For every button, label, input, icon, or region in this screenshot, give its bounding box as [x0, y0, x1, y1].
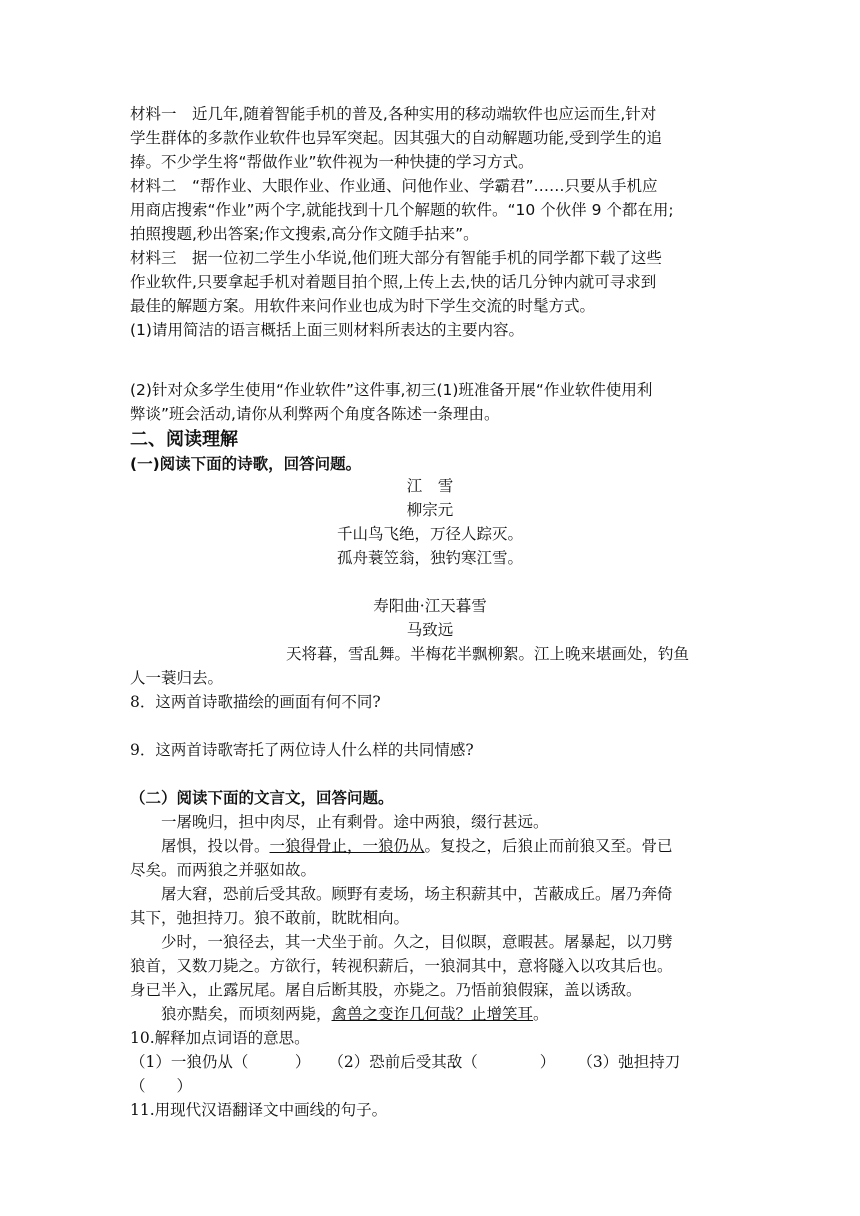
question-10-title: 10.解释加点词语的意思。 [130, 1029, 310, 1047]
prose-paragraph-3-line2: 其下，弛担持刀。狼不敢前，眈眈相向。 [130, 909, 410, 927]
material1-line1: 材料一 近几年,随着智能手机的普及,各种实用的移动端软件也应运而生,针对 [130, 105, 657, 123]
prose-text: 屠惧，投以骨。 [161, 837, 270, 855]
material2-line2: 用商店搜索“作业”两个字,就能找到十几个解题的软件。“10 个伙伴 9 个都在用; [130, 201, 674, 219]
question-10-items [130, 1050, 730, 1074]
q10-item2-dotted-word: 敌 [446, 1053, 463, 1071]
question-11: 11.用现代汉语翻译文中画线的句子。 [130, 1101, 388, 1119]
poem1-line1: 千山鸟飞绝，万径人踪灭。 [336, 525, 523, 543]
q10-item3-text: （3） [577, 1053, 619, 1071]
q10-item3-text-rest: 担持刀 [633, 1053, 681, 1071]
poem2-title: 寿阳曲·江天暮雪 [373, 597, 487, 615]
prose-paragraph-5 [130, 1002, 730, 1026]
q10-item1-blank: （ ） [232, 1053, 311, 1071]
prose-paragraph-2-line1 [130, 834, 730, 858]
question-8: 8．这两首诗歌描绘的画面有何不同? [130, 693, 381, 711]
question-1: (1)请用简洁的语言概括上面三则材料所表达的主要内容。 [130, 321, 524, 339]
poem1-line2: 孤舟蓑笠翁，独钓寒江雪。 [336, 549, 523, 567]
q10-item3-blank: （ ） [130, 1077, 193, 1095]
q10-item3 [577, 1053, 680, 1071]
section-2-title: 二、阅读理解 [130, 429, 238, 450]
prose-paragraph-3-line1: 屠大窘，恐前后受其敌。顾野有麦场，场主积薪其中，苫蔽成丘。屠乃奔倚 [161, 885, 673, 903]
underlined-sentence-2: 禽兽之变诈几何哉？止增笑耳 [331, 1005, 534, 1023]
q10-item2 [328, 1053, 555, 1071]
prose-paragraph-1: 一屠晚归，担中肉尽，止有剩骨。途中两狼，缀行甚远。 [161, 813, 549, 831]
part-2-title: （二）阅读下面的文言文，回答问题。 [130, 788, 394, 807]
q10-item1-text: （1）一狼仍 [130, 1053, 218, 1071]
prose-paragraph-4-line1: 少时，一狼径去，其一犬坐于前。久之，目似瞑，意暇甚。屠暴起，以刀劈 [161, 933, 673, 951]
poem1-author: 柳宗元 [406, 501, 454, 519]
poem2-line2: 人一蓑归去。 [130, 669, 224, 687]
prose-text: 。复投之，后狼止而前狼又至。骨已 [424, 837, 673, 855]
question-2-line1: (2)针对众多学生使用“作业软件”这件事,初三(1)班准备开展“作业软件使用利 [130, 381, 653, 399]
prose-text: 狼亦黠矣，而顷刻两毙， [161, 1005, 332, 1023]
prose-paragraph-2-line2: 尽矣。而两狼之并驱如故。 [130, 861, 317, 879]
poem2-line1: 天将暮，雪乱舞。半梅花半飘柳絮。江上晚来堪画处，钓鱼 [286, 645, 690, 663]
q10-item1-dotted-word: 从 [217, 1053, 233, 1071]
question-2-line2: 弊谈”班会活动,请你从利弊两个角度各陈述一条理由。 [130, 405, 500, 423]
prose-paragraph-4-line3: 身已半入，止露尻尾。屠自后断其股，亦毙之。乃悟前狼假寐，盖以诱敌。 [130, 981, 642, 999]
q10-item2-blank: （ ） [462, 1053, 556, 1071]
q10-item2-text: （2）恐前后受其 [328, 1053, 447, 1071]
question-9: 9．这两首诗歌寄托了两位诗人什么样的共同情感? [130, 741, 474, 759]
material3-line2: 作业软件,只要拿起手机对着题目拍个照,上传上去,快的话几分钟内就可寻求到 [130, 273, 657, 291]
poem1-title: 江 雪 [406, 477, 454, 495]
q10-item3-dotted-word: 弛 [618, 1053, 634, 1071]
part-1-title: (一)阅读下面的诗歌，回答问题。 [130, 455, 362, 473]
material1-line2: 学生群体的多款作业软件也异军突起。因其强大的自动解题功能,受到学生的追 [130, 129, 662, 147]
prose-text: 。 [533, 1005, 549, 1023]
material2-line1: 材料二 “帮作业、大眼作业、作业通、问他作业、学霸君”……只要从手机应 [130, 177, 658, 195]
material3-line1: 材料三 据一位初二学生小华说,他们班大部分有智能手机的同学都下载了这些 [130, 249, 662, 267]
material1-line3: 捧。不少学生将“帮做作业”软件视为一种快捷的学习方式。 [130, 153, 534, 171]
prose-paragraph-4-line2: 狼首，又数刀毙之。方欲行，转视积薪后，一狼洞其中，意将隧入以攻其后也。 [130, 957, 673, 975]
material3-line3: 最佳的解题方案。用软件来问作业也成为时下学生交流的时髦方式。 [130, 297, 596, 315]
material2-line3: 拍照搜题,秒出答案;作文搜索,高分作文随手拈来”。 [130, 225, 479, 243]
poem2-author: 马致远 [406, 621, 454, 639]
underlined-sentence-1: 一狼得骨止，一狼仍从 [269, 837, 425, 855]
q10-item1 [130, 1053, 310, 1071]
